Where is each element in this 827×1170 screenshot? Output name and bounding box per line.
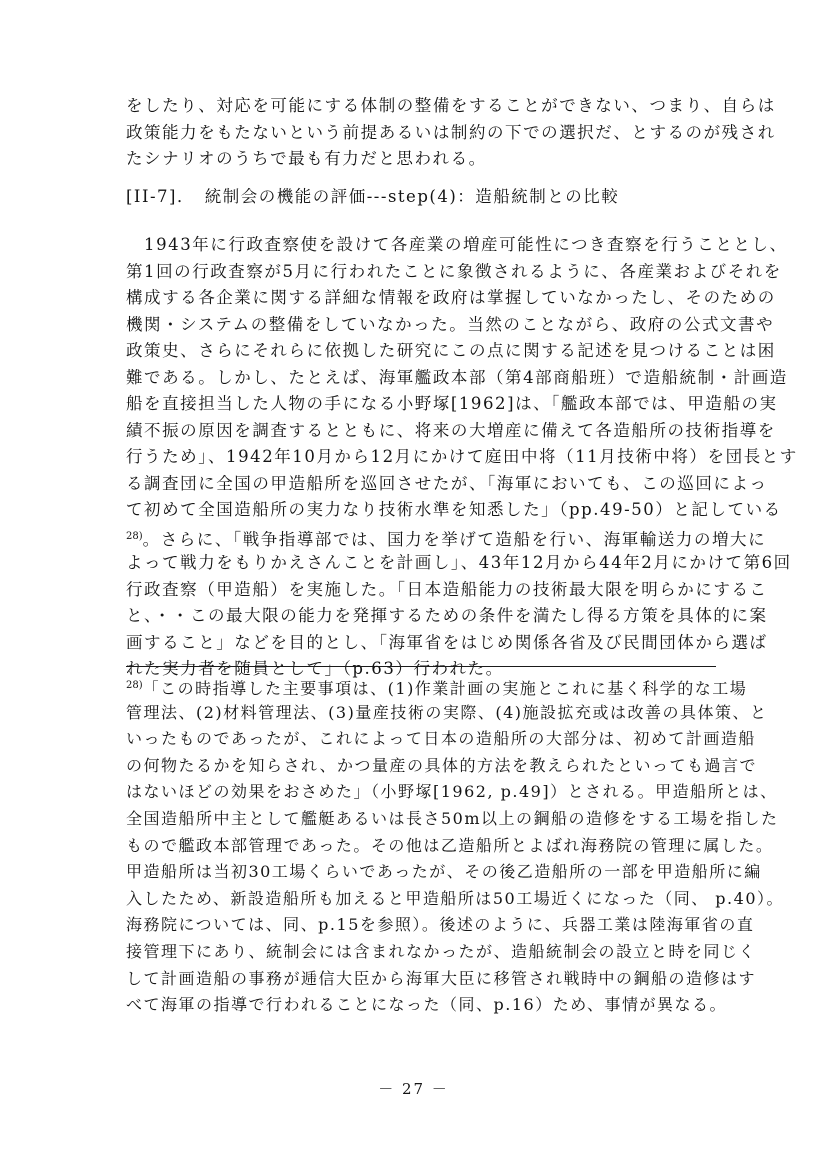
text-line: 接管理下にあり、統制会には含まれなかったが、造船統制会の設立と時を同じく — [126, 941, 757, 961]
text-line: 績不振の原因を調査するとともに、将来の大増産に備えて各造船所の技術指導を — [126, 420, 776, 440]
text-line: れた実力者を随員として」（p.63）行われた。 — [126, 659, 504, 678]
footnote-divider — [126, 666, 716, 667]
footnote-marker: 28) — [126, 680, 143, 691]
text-line: の何物たるかを知らされ、かつ量産の具体的方法を教えられたといっても過言で — [126, 755, 757, 775]
text-line: 船を直接担当した人物の手になる小野塚[1962]は、「艦政本部では、甲造船の実 — [126, 394, 778, 413]
text-line: よって戦力をもりかえさんことを計画し」、43年12月から44年2月にかけて第6回 — [126, 553, 792, 572]
text-line-content: 。さらに、「戦争指導部では、国力を挙げて造船を行い、海軍輸送力の増大に — [142, 529, 767, 549]
text-line: たシナリオのうちで最も有力だと思われる。 — [126, 149, 487, 168]
text-line: もので艦政本部管理であった。その他は乙造船所とよばれ海務院の管理に属した。 — [126, 835, 774, 855]
text-line: 行うため」、1942年10月から12月にかけて庭田中将（11月技術中将）を団長とす — [126, 447, 798, 466]
text-line: 全国造船所中主として艦艇あるいは長さ50m以上の鋼船の造修をする工場を指した — [126, 808, 779, 828]
text-line: て初めて全国造船所の実力なり技術水準を知悉した」（pp.49-50）と記している — [126, 500, 782, 519]
body-paragraph — [126, 232, 798, 683]
text-line: 行政査察（甲造船）を実施した。「日本造船能力の技術最大限を明らかにするこ — [126, 579, 768, 599]
page-number: － 27 － — [378, 1080, 449, 1098]
text-line: 機関・システムの整備をしていなかった。当然のことながら、政府の公式文書や — [126, 314, 775, 334]
text-line: 1943年に行政査察使を設けて各産業の増産可能性につき査察を行うこととし、 — [126, 235, 788, 254]
text-line: いったものであったが、これによって日本の造船所の大部分は、初めて計画造船 — [126, 729, 756, 749]
text-line: と、・・この最大限の能力を発揮するための条件を満たし得る方策を具体的に案 — [126, 606, 768, 625]
text-line: 入したため、新設造船所も加えると甲造船所は50工場近くになった（同、 p.40）。 — [126, 888, 784, 908]
text-line: 管理法、(2)材料管理法、(3)量産技術の実際、(4)施設拡充或は改善の具体策、と — [126, 702, 768, 722]
text-line: 画すること」などを目的とし、「海軍省をはじめ関係各省及び民間団体から選ば — [126, 632, 768, 652]
text-line: して計画造船の事務が逓信大臣から海軍大臣に移管され戦時中の鋼船の造修はす — [126, 968, 757, 988]
text-line: 政策能力をもたないという前提あるいは制約の下での選択だ、とするのが残され — [126, 122, 776, 142]
text-line: 構成する各企業に関する詳細な情報を政府は掌握していなかったし、そのための — [126, 288, 776, 307]
footnote-reference: 28) — [126, 530, 143, 542]
text-line — [126, 673, 748, 700]
text-line: 海務院については、同、p.15を参照）。後述のように、兵器工業は陸海軍省の直 — [126, 915, 755, 935]
intro-paragraph — [126, 93, 776, 173]
footnote — [126, 673, 784, 1019]
text-line-content: 「この時指導した主要事項は、(1)作業計画の実施とこれに基く科学的な工場 — [142, 679, 748, 698]
text-line: べて海軍の指導で行われることになった（同、p.16）ため、事情が異なる。 — [126, 995, 728, 1015]
text-line: 甲造船所は当初30工場くらいであったが、その後乙造船所の一部を甲造船所に編 — [126, 862, 762, 882]
text-line: 第1回の行政査察が5月に行われたことに象徴されるように、各産業およびそれを — [126, 261, 782, 281]
text-line: る調査団に全国の甲造船所を巡回させたが、「海軍においても、この巡回によっ — [126, 473, 768, 493]
text-line — [126, 524, 767, 551]
section-heading: [II-7]． 統制会の機能の評価---step(4)：造船統制との比較 — [126, 187, 620, 206]
text-line: をしたり、対応を可能にする体制の整備をすることができない、つまり、自らは — [126, 96, 776, 115]
text-line: 政策史、さらにそれらに依拠した研究にこの点に関する記述を見つけることは困 — [126, 341, 776, 360]
text-line: 難である。しかし、たとえば、海軍艦政本部（第4部商船班）で造船統制・計画造 — [126, 367, 788, 387]
text-line: はないほどの効果をおさめた」（小野塚[1962, p.49]）とされる。甲造船所とは、 — [126, 782, 778, 802]
